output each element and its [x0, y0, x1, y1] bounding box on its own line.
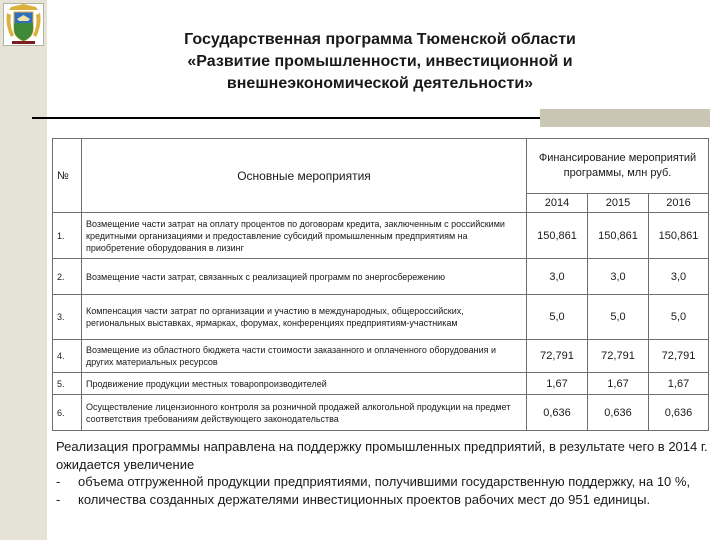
table-row — [53, 373, 709, 395]
row-activity: Осуществление лицензионного контроля за розничной продажей алкогольной продукции на предмет соответствия требованиям действующего законодательства — [82, 395, 527, 431]
header-year: 2014 — [527, 194, 588, 213]
page-title — [110, 29, 650, 95]
row-value: 72,791 — [527, 340, 588, 373]
row-number: 6. — [53, 395, 82, 431]
row-value: 150,861 — [588, 213, 649, 259]
row-activity: Возмещение из областного бюджета части стоимости заказанного и оплаченного оборудования и других материальных ресурсов — [82, 340, 527, 373]
header-year: 2016 — [649, 194, 709, 213]
header-year: 2015 — [588, 194, 649, 213]
row-activity: Возмещение части затрат, связанных с реализацией программ по энергосбережению — [82, 259, 527, 295]
table-row — [53, 395, 709, 431]
summary-intro: Реализация программы направлена на поддержку промышленных предприятий, в результате чего в 2014 г. ожидается увеличение — [56, 439, 708, 472]
row-value: 5,0 — [588, 295, 649, 340]
title-line-2: «Развитие промышленности, инвестиционной и — [187, 53, 573, 70]
row-value: 3,0 — [649, 259, 709, 295]
row-value: 1,67 — [588, 373, 649, 395]
header-activities: Основные мероприятия — [82, 139, 527, 213]
row-value: 0,636 — [527, 395, 588, 431]
table-row — [53, 295, 709, 340]
row-number: 1. — [53, 213, 82, 259]
decorative-box — [540, 109, 710, 127]
table-row — [53, 213, 709, 259]
header-funding: Финансирование мероприятий программы, млн руб. — [527, 139, 709, 194]
row-value: 150,861 — [527, 213, 588, 259]
left-sidebar — [0, 0, 47, 540]
row-number: 5. — [53, 373, 82, 395]
row-value: 150,861 — [649, 213, 709, 259]
row-activity: Продвижение продукции местных товаропроизводителей — [82, 373, 527, 395]
funding-table — [52, 138, 709, 431]
header-number: № — [53, 139, 82, 213]
title-line-1: Государственная программа Тюменской области — [184, 31, 576, 48]
row-value: 0,636 — [649, 395, 709, 431]
bullet-text: количества созданных держателями инвестиционных проектов рабочих мест до 951 единицы. — [78, 491, 651, 507]
row-number: 3. — [53, 295, 82, 340]
table-header-row — [53, 139, 709, 194]
row-value: 1,67 — [527, 373, 588, 395]
summary-bullet — [56, 473, 716, 491]
bullet-marker: - — [56, 491, 61, 507]
title-line-3: внешнеэкономической деятельности» — [226, 75, 534, 92]
row-value: 5,0 — [527, 295, 588, 340]
row-number: 4. — [53, 340, 82, 373]
summary-bullet — [56, 491, 716, 509]
coat-of-arms-icon — [3, 3, 44, 46]
title-divider — [32, 117, 540, 119]
table-row — [53, 340, 709, 373]
bullet-text: объема отгруженной продукции предприятиями, получившими государственную поддержку, на 10 %, — [78, 474, 691, 489]
row-value: 3,0 — [588, 259, 649, 295]
row-value: 0,636 — [588, 395, 649, 431]
bullet-marker: - — [56, 474, 61, 489]
row-value: 5,0 — [649, 295, 709, 340]
row-value: 72,791 — [649, 340, 709, 373]
summary-text — [56, 438, 716, 508]
row-value: 3,0 — [527, 259, 588, 295]
row-activity: Компенсация части затрат по организации и участию в международных, общероссийских, региональных выставках, ярмарках, форумах, конференциях предприятиям-участникам — [82, 295, 527, 340]
row-value: 1,67 — [649, 373, 709, 395]
table-row — [53, 259, 709, 295]
row-activity: Возмещение части затрат на оплату процентов по договорам кредита, заключенным с российскими кредитными организациями и предоставление субсидий промышленным предприятиям на приобретение оборудования в лизинг — [82, 213, 527, 259]
row-value: 72,791 — [588, 340, 649, 373]
row-number: 2. — [53, 259, 82, 295]
